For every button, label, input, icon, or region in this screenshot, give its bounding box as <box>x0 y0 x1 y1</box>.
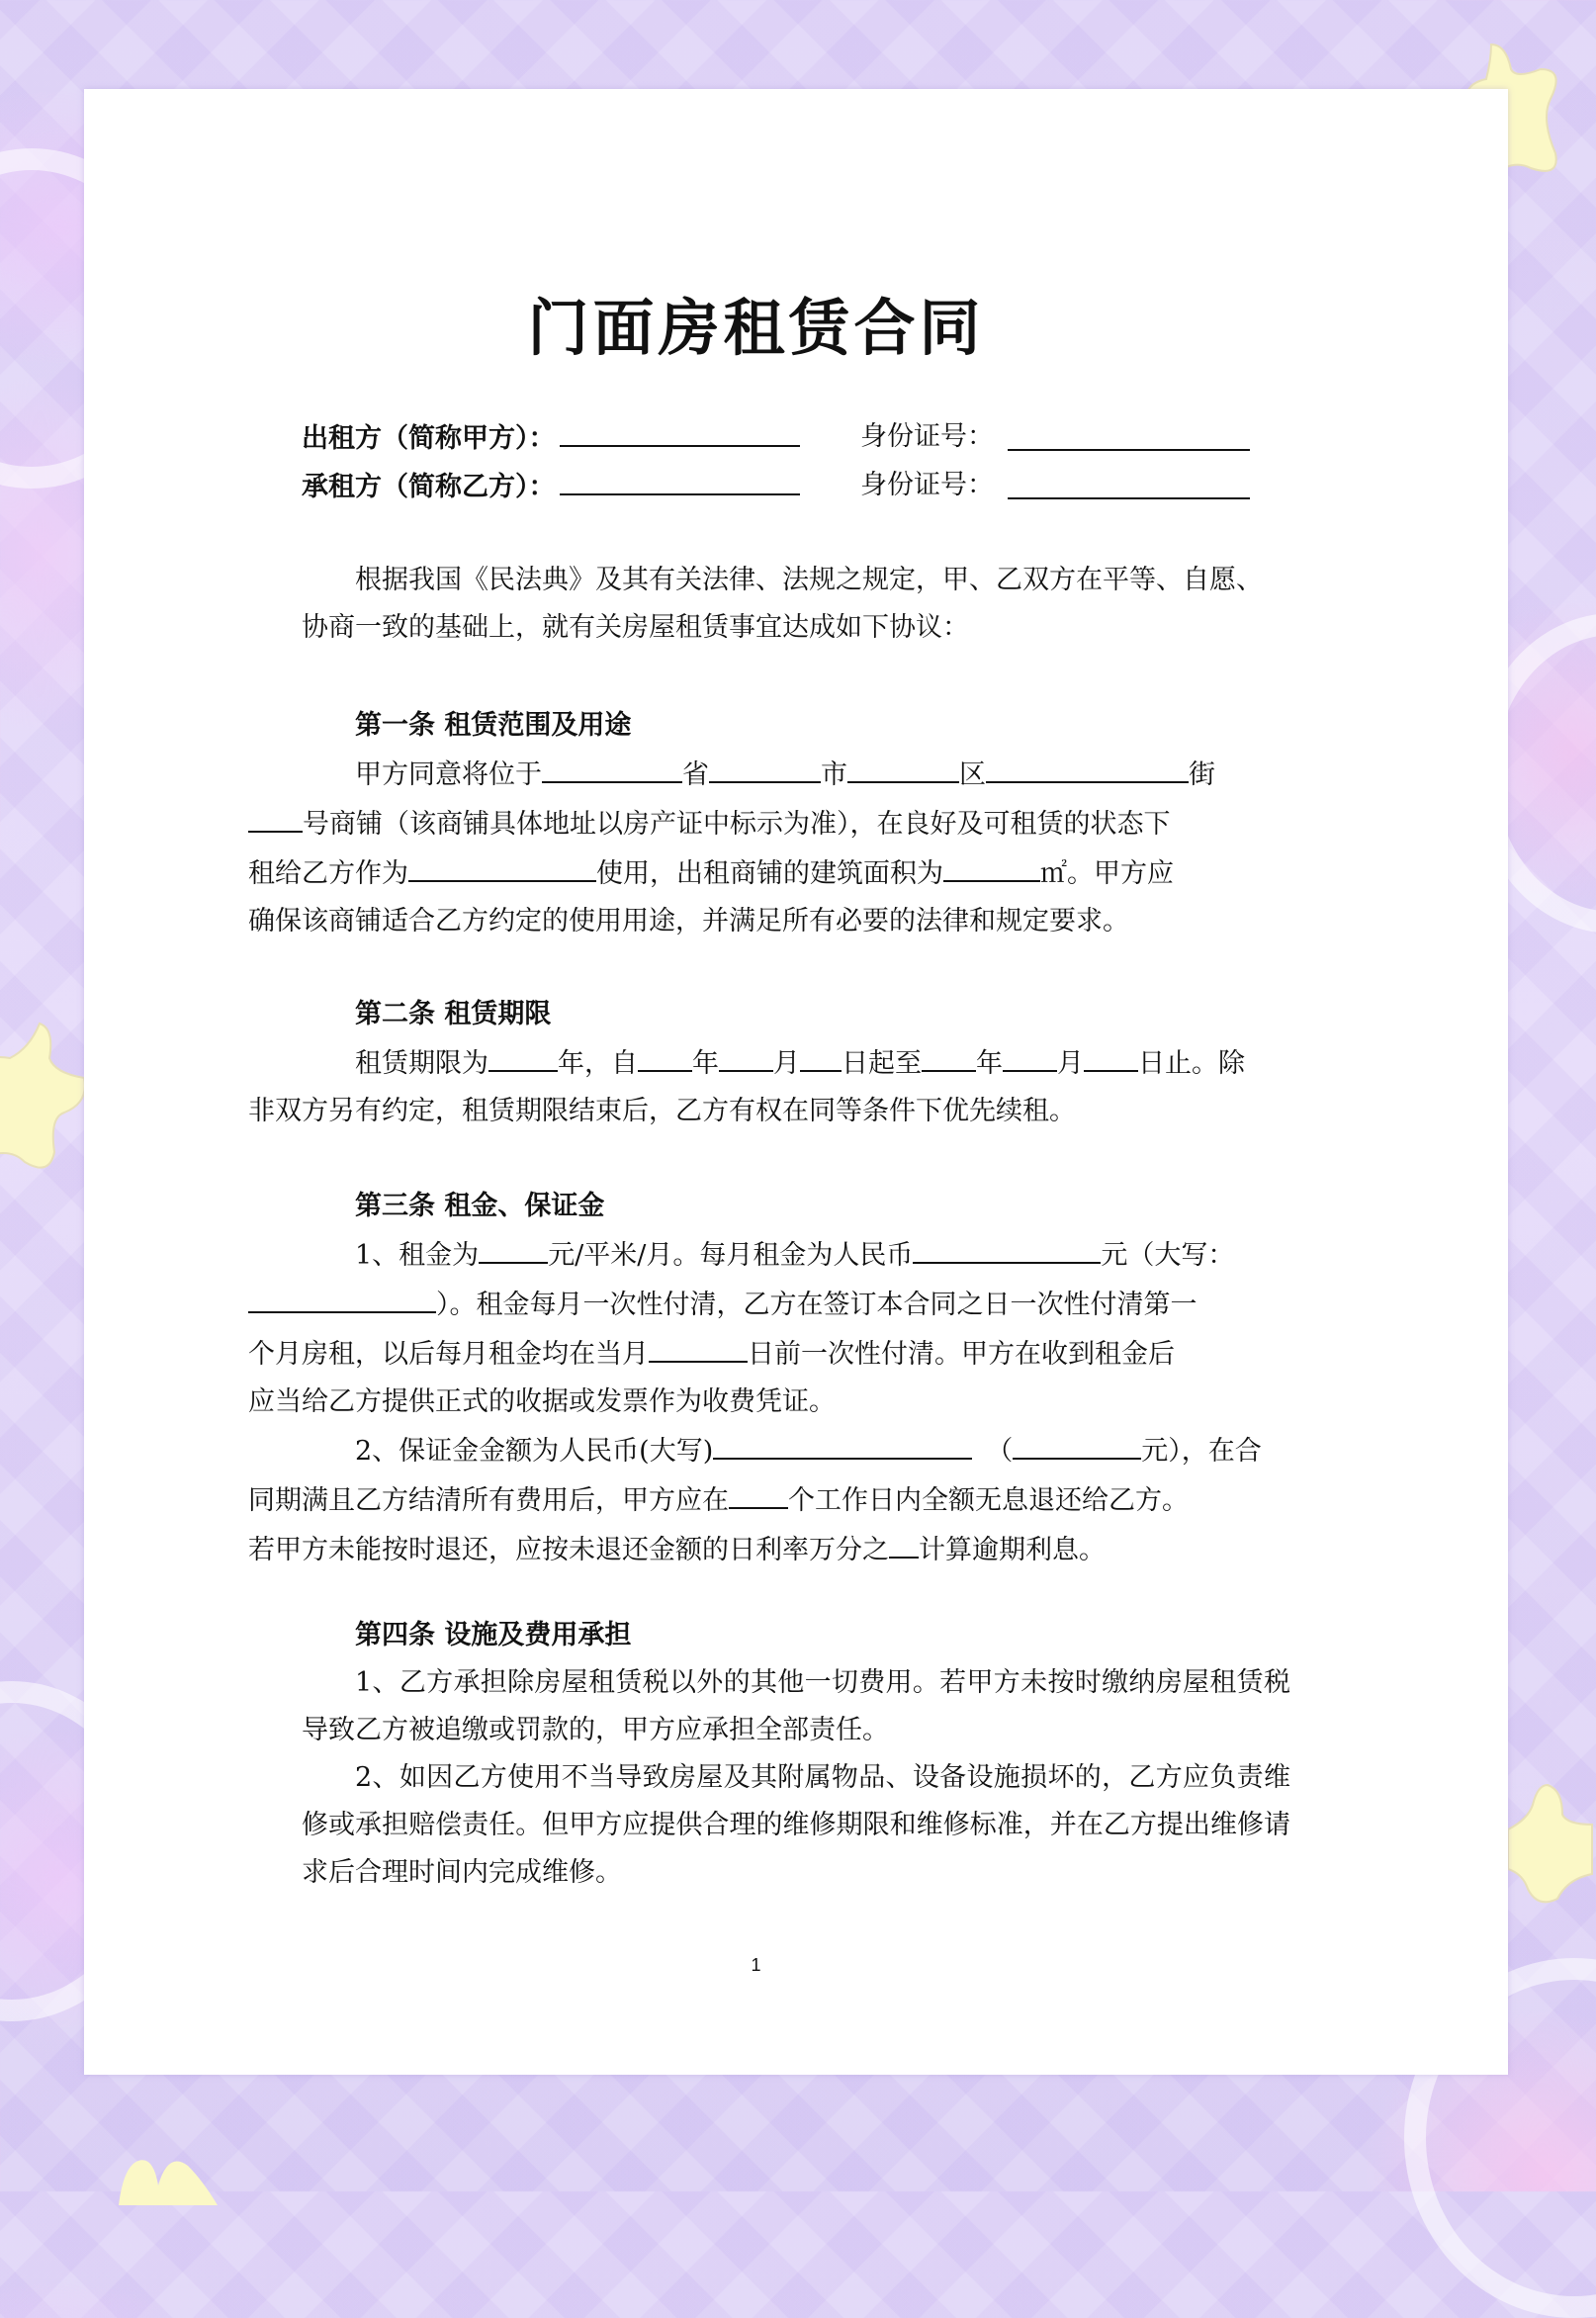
preamble-line-2: 协商一致的基础上，就有关房屋租赁事宜达成如下协议： <box>302 612 969 643</box>
text-fragment: 应当给乙方提供正式的收据或发票作为收费凭证。 <box>248 1386 836 1417</box>
text-fragment: 个工作日内全额无息退还给乙方。 <box>788 1485 1189 1516</box>
term-years-blank[interactable] <box>488 1038 558 1072</box>
text-fragment: 年 <box>976 1048 1003 1079</box>
lessee-id-blank[interactable] <box>1008 470 1250 499</box>
usage-blank[interactable] <box>408 848 596 882</box>
text-fragment: 日前一次性付清。甲方在收到租金后 <box>748 1339 1175 1370</box>
lessor-label: 出租方（简称甲方）： <box>302 423 556 454</box>
text-fragment: 号商铺（该商铺具体地址以房产证中标示为准），在良好及可租赁的状态下 <box>303 809 1171 840</box>
text-fragment: 月 <box>773 1048 800 1079</box>
start-year-blank[interactable] <box>638 1038 692 1072</box>
text-fragment: 区 <box>959 759 986 790</box>
monthly-rent-words-blank[interactable] <box>248 1280 436 1313</box>
text-fragment: 租赁期限为 <box>355 1048 488 1079</box>
interest-rate-blank[interactable] <box>889 1525 919 1559</box>
text-fragment: 日起至 <box>842 1048 922 1079</box>
article-3-clause-1 <box>248 1230 1290 1426</box>
lessor-id-blank[interactable] <box>1008 421 1250 451</box>
article-3-heading: 第三条 租金、保证金 <box>355 1191 605 1221</box>
city-blank[interactable] <box>709 750 821 783</box>
text-fragment: 计算逾期利息。 <box>919 1535 1106 1565</box>
deposit-words-blank[interactable] <box>713 1426 972 1460</box>
text-fragment: 市 <box>821 759 847 790</box>
text-fragment: 元（大写： <box>1101 1240 1235 1271</box>
shop-number-blank[interactable] <box>248 799 303 833</box>
text-fragment: 租给乙方作为 <box>248 858 408 889</box>
text-fragment: 年，自 <box>558 1048 638 1079</box>
refund-days-blank[interactable] <box>729 1475 788 1509</box>
text-fragment: 省 <box>682 759 709 790</box>
lessee-id-label: 身份证号： <box>860 470 994 500</box>
lessee-name-blank[interactable] <box>560 466 800 495</box>
text-fragment: 确保该商铺适合乙方约定的使用用途，并满足所有必要的法律和规定要求。 <box>248 906 1129 936</box>
text-fragment: ㎡。甲方应 <box>1040 858 1174 889</box>
text-fragment: 日止。除 <box>1138 1048 1245 1079</box>
end-month-blank[interactable] <box>1003 1038 1057 1072</box>
deposit-amount-blank[interactable] <box>1013 1426 1141 1460</box>
star-icon <box>1508 1780 1596 1913</box>
text-fragment: 元），在合 <box>1141 1436 1262 1467</box>
text-fragment: 若甲方未能按时退还，应按未退还金额的日利率万分之 <box>248 1535 889 1565</box>
text-fragment: 使用，出租商铺的建筑面积为 <box>596 858 943 889</box>
article-1 <box>248 702 1290 945</box>
text-fragment: 街 <box>1189 759 1215 790</box>
lessee-label: 承租方（简称乙方）： <box>302 472 556 502</box>
article-4-clause-2: 2、如因乙方使用不当导致房屋及其附属物品、设备设施损坏的，乙方应负责维修或承担赔偿责任。但甲方应提供合理的维修期限和维修标准，并在乙方提出维修请求后合理时间内完成维修。 <box>302 1762 1290 1888</box>
article-4-heading: 第四条 设施及费用承担 <box>355 1620 632 1650</box>
article-2-heading: 第二条 租赁期限 <box>355 999 552 1029</box>
street-blank[interactable] <box>986 750 1189 783</box>
text-fragment: 个月房租，以后每月租金均在当月 <box>248 1339 649 1370</box>
text-fragment: 非双方另有约定，租赁期限结束后，乙方有权在同等条件下优先续租。 <box>248 1096 1076 1126</box>
article-4-clause-1: 1、乙方承担除房屋租赁税以外的其他一切费用。若甲方未按时缴纳房屋租赁税导致乙方被追缴或罚款的，甲方应承担全部责任。 <box>302 1667 1290 1745</box>
text-fragment: 2、保证金金额为人民币(大写) <box>355 1436 714 1467</box>
document-title: 门面房租赁合同 <box>527 292 985 364</box>
article-2-paragraph <box>248 1038 1290 1135</box>
article-1-heading: 第一条 租赁范围及用途 <box>355 710 632 741</box>
star-icon <box>0 1019 89 1181</box>
lessor-row <box>302 417 994 457</box>
end-day-blank[interactable] <box>1084 1038 1138 1072</box>
end-year-blank[interactable] <box>922 1038 976 1072</box>
star-icon <box>109 2146 227 2209</box>
article-2 <box>248 991 1290 1135</box>
payment-day-blank[interactable] <box>649 1329 748 1363</box>
preamble-line-1: 根据我国《民法典》及其有关法律、法规之规定，甲、乙双方在平等、自愿、 <box>355 565 1263 595</box>
district-blank[interactable] <box>847 750 959 783</box>
lessor-name-blank[interactable] <box>560 417 800 447</box>
page-number: 1 <box>751 1955 761 1975</box>
text-fragment: 年 <box>692 1048 719 1079</box>
article-3 <box>248 1183 1290 1574</box>
text-fragment: 月 <box>1057 1048 1084 1079</box>
start-month-blank[interactable] <box>719 1038 773 1072</box>
article-1-paragraph <box>248 750 1290 945</box>
text-fragment: 同期满且乙方结清所有费用后，甲方应在 <box>248 1485 729 1516</box>
start-day-blank[interactable] <box>800 1038 842 1072</box>
area-blank[interactable] <box>943 848 1040 882</box>
monthly-rent-blank[interactable] <box>913 1230 1101 1264</box>
text-fragment: 元/平米/月。每月租金为人民币 <box>548 1240 914 1271</box>
province-blank[interactable] <box>542 750 682 783</box>
text-fragment: 1、租金为 <box>355 1240 480 1271</box>
lessee-row <box>302 466 994 505</box>
article-4 <box>302 1612 1290 1897</box>
text-fragment: 甲方同意将位于 <box>355 759 542 790</box>
preamble <box>302 557 1290 652</box>
lessor-id-label: 身份证号： <box>860 421 994 452</box>
article-3-clause-2 <box>248 1426 1290 1574</box>
rent-per-sqm-blank[interactable] <box>479 1230 548 1264</box>
text-fragment: ）。租金每月一次性付清，乙方在签订本合同之日一次性付清第一 <box>436 1290 1197 1320</box>
text-fragment: （ <box>986 1436 1014 1467</box>
